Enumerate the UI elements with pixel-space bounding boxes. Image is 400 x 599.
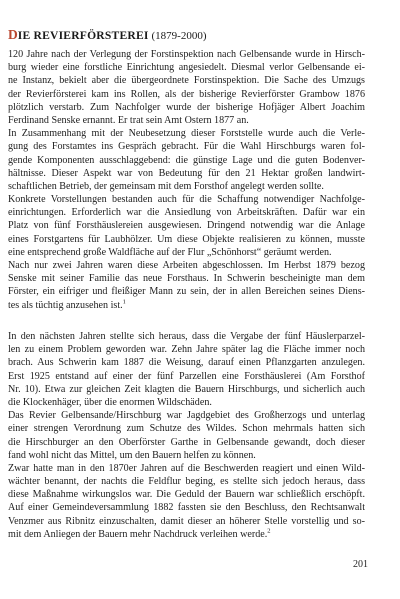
text-line: diese Maßnahme wirkungslos war. Die Geduld der Bauern war schließlich erschöpft. xyxy=(8,489,365,501)
text-line: Zwar hatte man in den 1870er Jahren auf die Beschwerden reagiert und einen Wild- xyxy=(8,462,365,474)
text-line: Ferdinand Senske ernannt. Er trat sein Amt Ostern 1877 an. xyxy=(8,114,249,126)
footnote-marker: 1 xyxy=(122,298,126,306)
text-line: Das Revier Gelbensande/Hirschburg war Jagdgebiet des Großherzogs und unterlag xyxy=(8,410,365,422)
text-line: plötzlich verstarb. Zum Nachfolger wurde der bisherige Hofjäger Albert Joachim xyxy=(8,101,365,113)
text-line: Nach nur zwei Jahren waren diese Arbeiten abgeschlossen. Im Herbst 1879 bezog xyxy=(8,260,365,271)
text-line: der Revierförsterei kam ins Rollen, als der bisherige Revierförster Grambow 1876 xyxy=(8,88,365,100)
text-line: len zu einem Problem geworden war. Zehn Jahre später lag die Fläche immer noch xyxy=(8,344,365,356)
text-line: Platz von fünf Forsthäuslereien ausgewiesen. Dringend notwendig war die Anlage xyxy=(8,220,365,232)
paragraph-block-2 xyxy=(8,330,365,541)
text-line: Venzmer aus Ribnitz einzuschalten, damit dieser an höherer Stelle vorstellig und so- xyxy=(8,515,365,527)
text-line-with-footnote xyxy=(8,299,365,312)
text-line: Senske mit seiner Familie das neue Forsthaus. In Schwerin bescheinigte man dem xyxy=(8,273,365,285)
heading-title: IE REVIERFÖRSTEREI xyxy=(17,29,149,42)
text-line: hältnisse. Dieser Aspekt war von Bedeutung für den 21 Hektar großen landwirt- xyxy=(8,167,365,179)
text-line: eines Forstgartens für Laubhölzer. Um diese Objekte realisieren zu können, musste xyxy=(8,233,365,245)
text-line: die Klockenhäger, über die enormen Wildschäden. xyxy=(8,396,212,408)
footnote-marker: 2 xyxy=(267,527,271,535)
heading-years: (1879-2000) xyxy=(151,30,207,42)
text-line-with-footnote xyxy=(8,528,365,541)
text-line: mit dem Anliegen der Bauern mehr Nachdruck verleihen werde. xyxy=(8,528,268,540)
section-heading xyxy=(8,28,207,43)
text-line: eine entsprechend große Waldfläche auf der Flur „Schönhorst“ geräumt werden. xyxy=(8,246,332,258)
text-line: ne Instanz, bekielt aber die übergeordnete Forstinspektion. Die Sache des Umzugs xyxy=(8,75,365,87)
text-line: Nr. 10). Etwa zur gleichen Zeit klagten die Bauern Hirschburgs, und sicherlich auch xyxy=(8,383,365,395)
text-line: Konkrete Vorstellungen bestanden auch für die Schaffung notwendiger Nachfolge- xyxy=(8,194,365,206)
text-line: einer strengen Verordnung zum Schutze des Wildes. Schon mehrmals hatten sich xyxy=(8,423,365,435)
paragraph-block-1 xyxy=(8,48,365,312)
text-line: burg wieder eine forstliche Einrichtung angesiedelt. Diesmal verlor Gelbensande ei- xyxy=(8,62,365,74)
text-line: In den nächsten Jahren stellte sich heraus, dass die Vergabe der fünf Häuslerparzel- xyxy=(8,331,365,342)
text-line: schaftlichen Betrieb, der gemeinsam mit dem Forsthof angelegt werden sollte. xyxy=(8,180,324,192)
text-line: einrichtungen. Erforderlich war die Ansiedlung von Arbeitskräften. Dafür war ein xyxy=(8,207,365,219)
page-number: 201 xyxy=(353,559,368,570)
text-line: fand wohl nicht das Mittel, um den Bauern helfen zu können. xyxy=(8,449,256,461)
text-line: gende Komponenten ausschlaggebend: die günstige Lage und die guten Bodenver- xyxy=(8,154,365,166)
text-line: brach. Aus Schwerin kam 1887 die Weisung, darauf einen Pflanzgarten anzulegen. xyxy=(8,357,365,369)
heading-initial: D xyxy=(8,27,18,42)
text-line: tes als tüchtig anzusehen ist. xyxy=(8,299,123,311)
text-line: Erst 1925 entstand auf einer der fünf Parzellen eine Forsthäuslerei (Am Forsthof xyxy=(8,370,365,382)
text-line: gung des Forstamtes ins Gespräch gebracht. Für die Wahl Hirschburgs waren fol- xyxy=(8,141,365,153)
text-line: die Hirschburger an den Oberförster Garthe in Gelbensande gewandt, doch dieser xyxy=(8,436,365,448)
text-line: Förster, ein eifriger und fleißiger Mann zu sein, der in allen Bereichen seines Diens- xyxy=(8,286,365,298)
text-line: Auf einer Gemeindeversammlung 1882 fassten sie den Beschluss, den Rechtsanwalt xyxy=(8,502,365,514)
text-line: In Zusammenhang mit der Neubesetzung dieser Forststelle wurde auch die Verle- xyxy=(8,128,365,140)
text-line: 120 Jahre nach der Verlegung der Forstinspektion nach Gelbensande wurde in Hirsch- xyxy=(8,49,365,60)
text-line: wächter benannt, der nachts die Feldflur beging, es stellte sich jedoch heraus, dass xyxy=(8,476,365,488)
